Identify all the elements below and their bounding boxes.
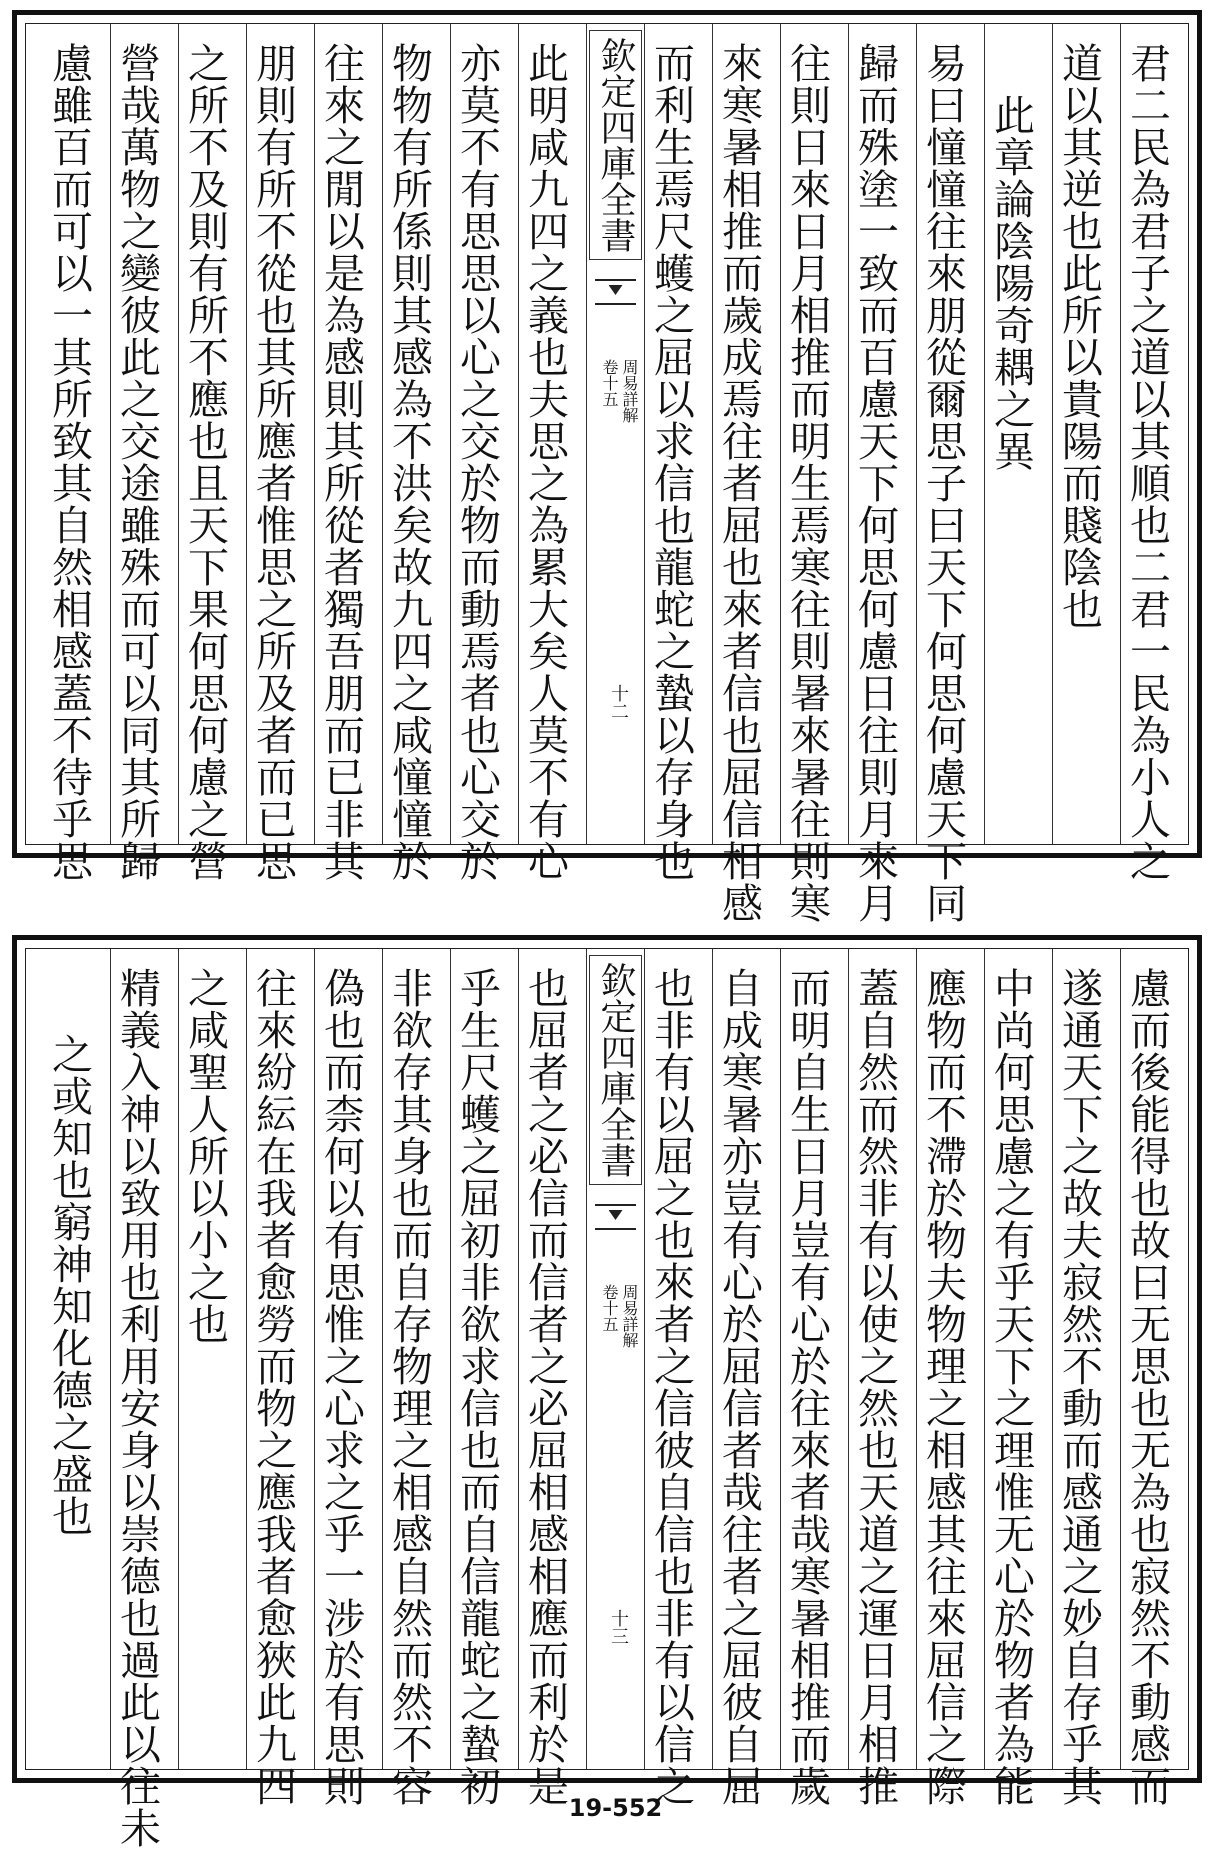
center-fold — [586, 24, 644, 844]
top-page-frame — [25, 23, 1189, 924]
text-column: 慮雖百而可以一其所致其自然相感蓋不待乎思 — [45, 42, 93, 882]
page-number: 19-552 — [568, 1794, 663, 1822]
text-column: 易曰憧憧往來朋從爾思子曰天下何思何慮天下同 — [916, 24, 984, 844]
top-page — [12, 10, 1202, 924]
text-column: 非欲存其身也而自存物理之相感自然而然不容 — [382, 949, 450, 1769]
text-column: 來寒暑相推而歲成焉往者屈也來者信也屈信相感 — [712, 24, 780, 844]
text-column: 往來紛紜在我者愈勞而物之應我者愈狹此九四 — [246, 949, 314, 1769]
text-column: 精義入神以致用也利用安身以崇德也過此以往未 — [110, 949, 178, 1769]
collection-title: 欽定四庫全書 — [589, 30, 642, 260]
text-column: 乎生尺蠖之屈初非欲求信也而自信龍蛇之蟄初 — [450, 949, 518, 1769]
book-title: 周易詳解 — [620, 359, 639, 423]
text-column: 也屈者之必信而信者之必屈相感相應而利於是 — [518, 949, 586, 1769]
leaf-number: 十三 — [608, 1609, 629, 1645]
text-column: 亦莫不有思思以心之交於物而動焉者也心交於 — [450, 24, 518, 844]
text-column: 自成寒暑亦豈有心於屈信者哉往者之屈彼自屈 — [712, 949, 780, 1769]
text-column: 也非有以屈之也來者之信彼自信也非有以信之 — [644, 949, 712, 1769]
book-info — [593, 1284, 639, 1414]
text-column: 營哉萬物之變彼此之交途雖殊而可以同其所歸 — [110, 24, 178, 844]
fish-tail-mark — [595, 1204, 636, 1230]
volume-label: 卷十五 — [600, 359, 619, 407]
text-column: 中尚何思慮之有乎天下之理惟无心於物者為能 — [984, 949, 1052, 1769]
text-column: 慮而後能得也故曰无思也无為也寂然不動感而 — [1120, 949, 1188, 1769]
text-column: 物物有所係則其感為不洪矣故九四之咸憧憧於 — [382, 24, 450, 844]
text-column: 歸而殊塗一致而百慮天下何思何慮日往則月來月 — [848, 24, 916, 844]
text-column: 此明咸九四之義也夫思之為累大矣人莫不有心 — [518, 24, 586, 844]
text-column: 遂通天下之故夫寂然不動而感通之妙自存乎其 — [1052, 949, 1120, 1769]
text-column: 往則日來日月相推而明生焉寒往則暑來暑往則寒 — [780, 24, 848, 844]
text-column: 朋則有所不從也其所應者惟思之所及者而已思 — [246, 24, 314, 844]
leaf-number: 十二 — [608, 684, 629, 720]
text-column: 之所不及則有所不應也且天下果何思何慮之營 — [178, 24, 246, 844]
text-column: 應物而不滯於物夫物理之相感其往來屈信之際 — [916, 949, 984, 1769]
fish-tail-mark — [595, 279, 636, 305]
text-column: 而利生焉尺蠖之屈以求信也龍蛇之蟄以存身也 — [644, 24, 712, 844]
collection-title: 欽定四庫全書 — [589, 955, 642, 1185]
text-column: 之咸聖人所以小之也 — [178, 949, 246, 1769]
text-column: 道以其逆也此所以貴陽而賤陰也 — [1052, 24, 1120, 844]
text-column: 而明自生日月豈有心於往來者哉寒暑相推而歲 — [780, 949, 848, 1769]
text-column: 偽也而柰何以有思惟之心求之乎一涉於有思則 — [314, 949, 382, 1769]
center-fold — [586, 949, 644, 1769]
book-info — [593, 359, 639, 489]
book-title: 周易詳解 — [620, 1284, 639, 1348]
top-page-columns — [26, 24, 1188, 924]
volume-label: 卷十五 — [600, 1284, 619, 1332]
text-column: 此章論陰陽奇耦之異 — [984, 24, 1052, 844]
text-column: 之或知也窮神知化德之盛也 — [45, 1033, 93, 1537]
text-column: 君二民為君子之道以其順也二君一民為小人之 — [1120, 24, 1188, 844]
text-column: 往來之閒以是為感則其所從者獨吾朋而已非其 — [314, 24, 382, 844]
text-column: 蓋自然而然非有以使之然也天道之運日月相推 — [848, 949, 916, 1769]
